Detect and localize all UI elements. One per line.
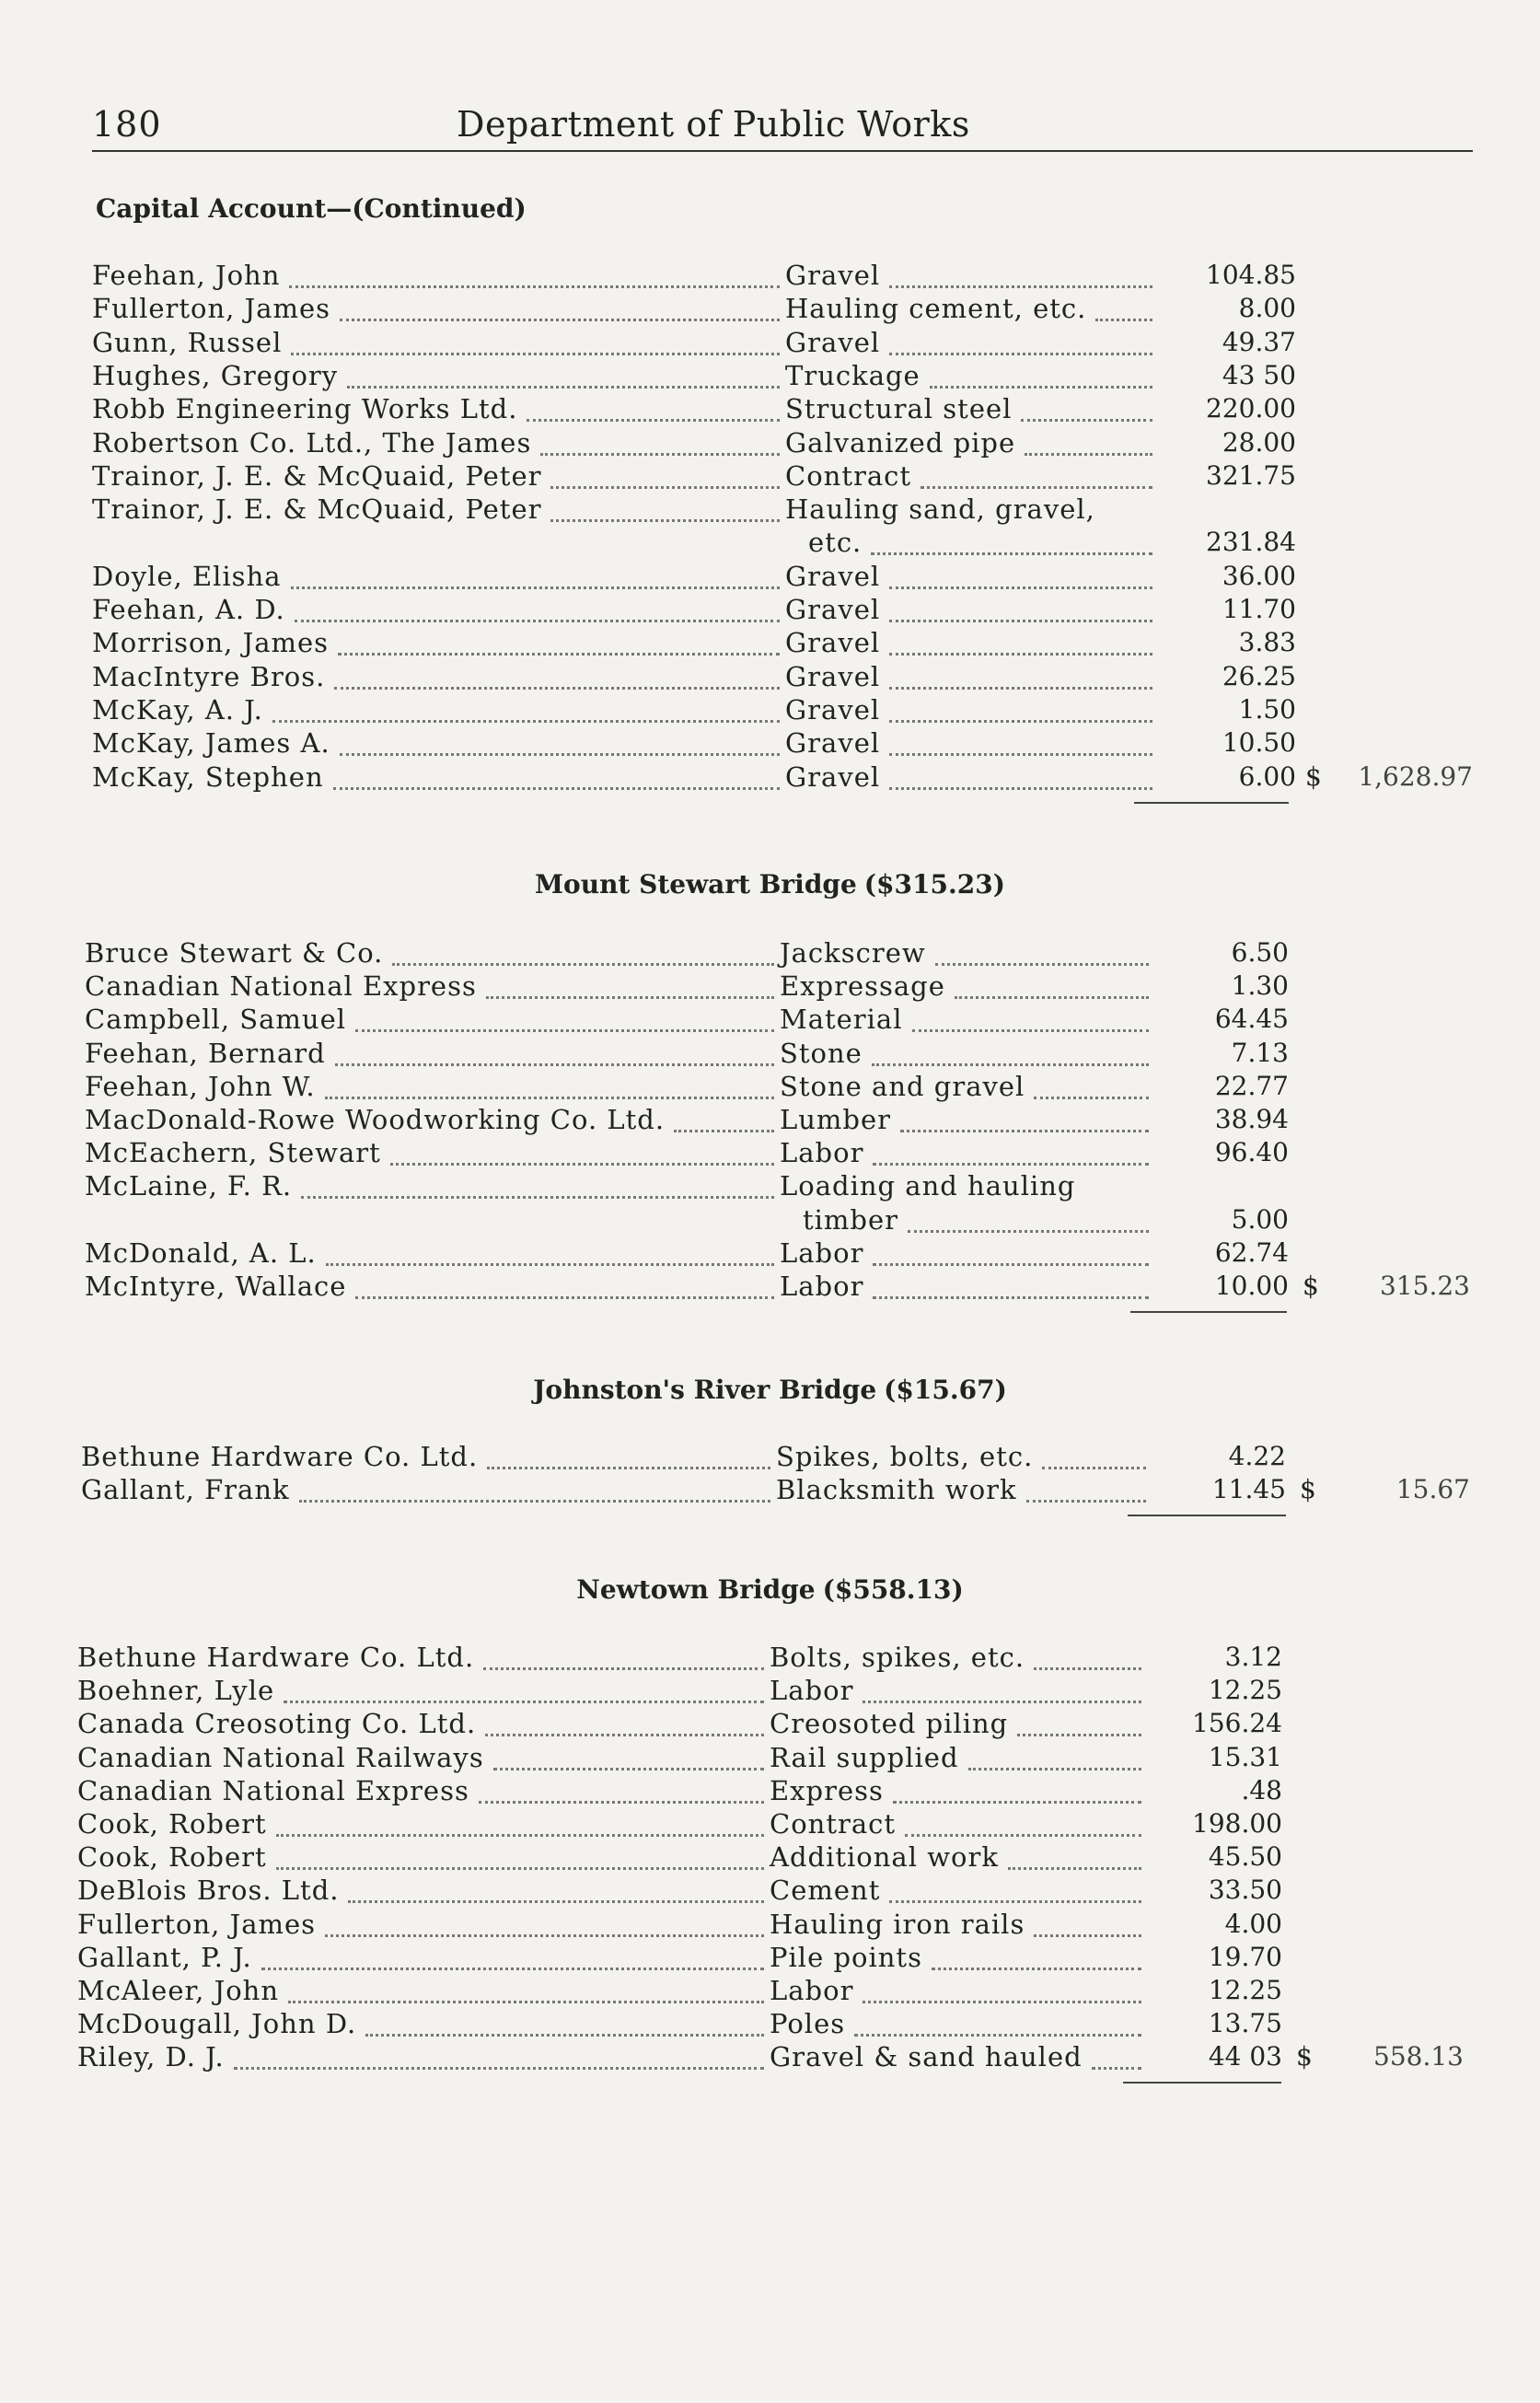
dot-leader xyxy=(1008,1836,1141,1870)
section-total: 315.23 xyxy=(1380,1271,1470,1301)
dot-leader xyxy=(912,998,1149,1032)
item-amount: 15.31 xyxy=(1208,1741,1282,1772)
item-description: Structural steel xyxy=(785,393,1013,425)
item-description: Blacksmith work xyxy=(776,1474,1017,1506)
header-rule xyxy=(92,150,1473,152)
dot-leader xyxy=(325,1903,764,1937)
dot-leader xyxy=(487,1435,770,1469)
dot-leader xyxy=(871,521,1152,555)
payee-name: Canada Creosoting Co. Ltd. xyxy=(77,1708,477,1740)
item-description: Gravel xyxy=(785,727,881,760)
payee-name: Riley, D. J. xyxy=(77,2041,225,2073)
item-description: Lumber xyxy=(780,1104,892,1135)
section-title-text: Newtown Bridge xyxy=(576,1574,816,1605)
item-description: Pile points xyxy=(770,1941,922,1973)
item-description: Express xyxy=(770,1774,884,1806)
section-title-text: Mount Stewart Bridge xyxy=(535,869,857,900)
section-total: 1,628.97 xyxy=(1358,760,1473,792)
dot-leader xyxy=(234,2036,764,2070)
payee-name: McAleer, John xyxy=(77,1975,280,2006)
ledger-row xyxy=(0,1675,1540,1708)
dot-leader xyxy=(276,1836,764,1870)
payee-name: MacIntyre Bros. xyxy=(92,660,326,692)
dot-leader xyxy=(1025,422,1152,456)
item-description: Labor xyxy=(780,1271,864,1302)
ledger-row xyxy=(0,1909,1540,1942)
payee-name: Hughes, Gregory xyxy=(92,359,339,391)
payee-name: Bruce Stewart & Co. xyxy=(85,937,384,969)
page-number: 180 xyxy=(92,104,162,145)
item-description: Additional work xyxy=(770,1841,999,1874)
ledger-row xyxy=(0,1975,1540,2008)
item-amount: 321.75 xyxy=(1206,459,1296,491)
item-description: Rail supplied xyxy=(770,1741,959,1773)
payee-name: McEachern, Stewart xyxy=(85,1137,381,1169)
section-title-text: Johnston's River Bridge xyxy=(533,1375,877,1405)
payee-name: Trainor, J. E. & McQuaid, Peter xyxy=(92,493,542,526)
payee-name: Feehan, John xyxy=(92,260,281,291)
item-amount: 45.50 xyxy=(1208,1841,1282,1873)
item-description: Labor xyxy=(770,1975,854,2006)
item-description: Labor xyxy=(770,1675,854,1707)
item-amount: 4.22 xyxy=(1228,1441,1286,1471)
section-title xyxy=(0,869,1540,900)
item-description: Gravel xyxy=(785,627,881,659)
item-amount: 8.00 xyxy=(1238,293,1296,324)
dot-leader xyxy=(863,1669,1141,1703)
payee-name: McKay, James A. xyxy=(92,727,330,760)
item-description: Gravel xyxy=(785,693,881,726)
payee-name: Morrison, James xyxy=(92,627,330,659)
item-amount: 6.50 xyxy=(1231,937,1289,968)
section-total: 15.67 xyxy=(1395,1474,1470,1505)
dot-leader xyxy=(968,1736,1141,1770)
item-description: Poles xyxy=(770,2008,846,2040)
dot-leader xyxy=(889,254,1152,288)
item-amount: 104.85 xyxy=(1206,260,1296,290)
item-description: Gravel xyxy=(785,260,881,291)
payee-name: Canadian National Express xyxy=(85,970,477,1003)
item-amount: 220.00 xyxy=(1206,393,1296,424)
item-amount: 156.24 xyxy=(1192,1708,1282,1739)
item-amount: 4.00 xyxy=(1224,1908,1282,1939)
item-description: Jackscrew xyxy=(780,937,926,969)
item-amount: 62.74 xyxy=(1214,1236,1289,1268)
total-rule xyxy=(1123,2082,1281,2084)
item-description: Spikes, bolts, etc. xyxy=(776,1441,1034,1472)
dollar-sign: $ xyxy=(1296,2041,1313,2072)
item-description: etc. xyxy=(808,527,863,559)
dot-leader xyxy=(889,656,1152,690)
section-title-amount: ($15.67) xyxy=(884,1375,1007,1405)
item-amount: 10.50 xyxy=(1222,727,1296,759)
dot-leader xyxy=(284,1669,764,1703)
item-description: Stone xyxy=(780,1037,863,1069)
payee-name: Bethune Hardware Co. Ltd. xyxy=(77,1642,475,1673)
ledger-row xyxy=(0,1474,1540,1507)
dot-leader xyxy=(365,2002,764,2037)
payee-name: Campbell, Samuel xyxy=(85,1004,347,1036)
payee-name: McDougall, John D. xyxy=(77,2008,357,2040)
dot-leader xyxy=(905,1803,1141,1837)
item-description: Labor xyxy=(780,1137,864,1169)
payee-name: Feehan, Bernard xyxy=(85,1037,326,1069)
item-description: Stone and gravel xyxy=(780,1070,1025,1102)
ledger-row xyxy=(0,1742,1540,1775)
item-description: Loading and hauling xyxy=(780,1170,1076,1202)
dot-leader xyxy=(291,321,780,355)
item-description: Hauling iron rails xyxy=(770,1908,1025,1940)
item-amount: 36.00 xyxy=(1222,560,1296,591)
item-description: Gravel xyxy=(785,760,881,793)
item-amount: 64.45 xyxy=(1214,1004,1289,1035)
dot-leader xyxy=(486,965,774,999)
dot-leader xyxy=(1034,1903,1141,1937)
section-title xyxy=(0,1574,1540,1605)
item-amount: 12.25 xyxy=(1208,1675,1282,1706)
dot-leader xyxy=(921,455,1152,489)
item-description: Gravel xyxy=(785,560,881,592)
payee-name: Fullerton, James xyxy=(77,1908,317,1940)
dot-leader xyxy=(889,1869,1141,1903)
ledger-row xyxy=(0,1841,1540,1875)
dot-leader xyxy=(392,932,774,966)
page-header xyxy=(92,97,1473,152)
dot-leader xyxy=(326,1232,774,1266)
dot-leader xyxy=(299,1468,770,1503)
item-description: Truckage xyxy=(785,359,921,391)
dot-leader xyxy=(347,354,780,389)
item-amount: 96.40 xyxy=(1214,1137,1289,1168)
dot-leader xyxy=(291,555,780,589)
dot-leader xyxy=(483,1636,764,1670)
section-title xyxy=(0,1375,1540,1405)
dot-leader xyxy=(873,1132,1149,1166)
item-amount: 198.00 xyxy=(1192,1808,1282,1839)
item-description: Creosoted piling xyxy=(770,1708,1009,1740)
ledger-row xyxy=(0,2041,1540,2074)
payee-name: McIntyre, Wallace xyxy=(85,1271,347,1302)
dot-leader xyxy=(930,354,1152,389)
item-description: Expressage xyxy=(780,970,945,1003)
dot-leader xyxy=(540,422,780,456)
total-rule xyxy=(1130,1311,1287,1313)
dot-leader xyxy=(261,1936,764,1970)
dot-leader xyxy=(355,998,774,1032)
ledger-row xyxy=(0,1642,1540,1675)
ledger-row xyxy=(0,1271,1540,1304)
payee-name: Cook, Robert xyxy=(77,1808,267,1840)
dot-leader xyxy=(1095,287,1152,321)
dot-leader xyxy=(272,689,780,723)
dot-leader xyxy=(390,1132,774,1166)
dot-leader xyxy=(301,1165,774,1199)
payee-name: Fullerton, James xyxy=(92,293,331,325)
dot-leader xyxy=(333,756,780,790)
dot-leader xyxy=(873,1265,1149,1299)
dot-leader xyxy=(295,588,780,622)
dot-leader xyxy=(479,1770,764,1804)
dot-leader xyxy=(955,965,1149,999)
dot-leader xyxy=(889,321,1152,355)
ledger-row xyxy=(0,493,1540,527)
item-amount: 49.37 xyxy=(1222,326,1296,357)
payee-name: Canadian National Express xyxy=(77,1774,469,1806)
dot-leader xyxy=(893,1770,1141,1804)
item-amount: 22.77 xyxy=(1214,1070,1289,1101)
item-amount: 11.70 xyxy=(1222,594,1296,624)
dot-leader xyxy=(550,488,780,522)
dot-leader xyxy=(863,1969,1141,2003)
dot-leader xyxy=(932,1936,1141,1970)
item-description: timber xyxy=(803,1203,899,1236)
dot-leader xyxy=(935,932,1149,966)
ledger-row xyxy=(0,1942,1540,1975)
dot-leader xyxy=(1034,1636,1141,1670)
item-description: Hauling sand, gravel, xyxy=(785,493,1095,526)
item-amount: 1.50 xyxy=(1238,693,1296,725)
payee-name: Feehan, A. D. xyxy=(92,594,285,625)
dot-leader xyxy=(348,1869,764,1903)
item-description: Hauling cement, etc. xyxy=(785,293,1087,325)
dot-leader xyxy=(288,1969,764,2003)
ledger-row xyxy=(0,761,1540,795)
dot-leader xyxy=(872,1032,1149,1066)
ledger-row xyxy=(0,1875,1540,1908)
item-amount: 1.30 xyxy=(1231,970,1289,1002)
dollar-sign: $ xyxy=(1300,1474,1316,1505)
ledger-row xyxy=(0,2008,1540,2041)
payee-name: Trainor, J. E. & McQuaid, Peter xyxy=(92,459,542,492)
total-rule xyxy=(1134,802,1289,804)
dot-leader xyxy=(550,455,780,489)
dot-leader xyxy=(889,555,1152,589)
dot-leader xyxy=(1017,1702,1141,1736)
item-amount: 26.25 xyxy=(1222,660,1296,691)
item-amount: 13.75 xyxy=(1208,2008,1282,2039)
dot-leader xyxy=(889,689,1152,723)
payee-name: DeBlois Bros. Ltd. xyxy=(77,1875,340,1907)
dot-leader xyxy=(908,1199,1149,1233)
dollar-sign: $ xyxy=(1303,1271,1319,1301)
dot-leader xyxy=(334,656,780,690)
dollar-sign: $ xyxy=(1305,760,1322,792)
dot-leader xyxy=(1021,388,1152,422)
total-rule xyxy=(1128,1515,1286,1516)
dot-leader xyxy=(1092,2036,1141,2070)
payee-name: MacDonald-Rowe Woodworking Co. Ltd. xyxy=(85,1104,666,1135)
ledger-row xyxy=(0,1170,1540,1203)
item-amount: 3.83 xyxy=(1238,627,1296,658)
payee-name: McLaine, F. R. xyxy=(85,1170,293,1202)
dot-leader xyxy=(1034,1065,1149,1099)
ledger-row xyxy=(0,1708,1540,1741)
section-title-amount: ($558.13) xyxy=(822,1574,964,1605)
item-amount: 44 03 xyxy=(1208,2041,1282,2072)
dot-leader xyxy=(889,756,1152,790)
item-description: Contract xyxy=(785,459,912,492)
item-description: Contract xyxy=(770,1808,897,1840)
payee-name: Gallant, P. J. xyxy=(77,1941,252,1973)
dot-leader xyxy=(1042,1435,1146,1469)
item-description: Material xyxy=(780,1004,903,1036)
payee-name: McDonald, A. L. xyxy=(85,1236,317,1269)
dot-leader xyxy=(900,1098,1149,1132)
dot-leader xyxy=(527,388,780,422)
item-amount: 11.45 xyxy=(1211,1474,1286,1505)
dot-leader xyxy=(854,2002,1141,2037)
item-description: Galvanized pipe xyxy=(785,426,1016,459)
item-amount: 19.70 xyxy=(1208,1941,1282,1972)
item-description: Gravel xyxy=(785,594,881,625)
item-description: Gravel xyxy=(785,326,881,358)
capital-account-heading: Capital Account—(Continued) xyxy=(96,193,527,224)
dot-leader xyxy=(340,287,780,321)
running-title: Department of Public Works xyxy=(457,104,970,145)
payee-name: Robertson Co. Ltd., The James xyxy=(92,426,532,459)
item-amount: 5.00 xyxy=(1231,1203,1289,1235)
item-amount: 7.13 xyxy=(1231,1037,1289,1068)
dot-leader xyxy=(485,1702,764,1736)
payee-name: Bethune Hardware Co. Ltd. xyxy=(81,1441,479,1472)
item-description: Gravel xyxy=(785,660,881,692)
dot-leader xyxy=(325,1065,774,1099)
payee-name: Feehan, John W. xyxy=(85,1070,316,1102)
ledger-row xyxy=(0,1775,1540,1808)
dot-leader xyxy=(340,722,780,756)
section-total: 558.13 xyxy=(1373,2041,1464,2072)
item-description: Labor xyxy=(780,1236,864,1269)
payee-name: Gunn, Russel xyxy=(92,326,283,358)
payee-name: Gallant, Frank xyxy=(81,1474,290,1506)
payee-name: Cook, Robert xyxy=(77,1841,267,1874)
item-amount: .48 xyxy=(1241,1774,1282,1805)
item-amount: 3.12 xyxy=(1224,1642,1282,1672)
item-description: Cement xyxy=(770,1875,881,1907)
item-amount: 43 50 xyxy=(1222,359,1296,390)
dot-leader xyxy=(335,1032,774,1066)
item-amount: 12.25 xyxy=(1208,1975,1282,2005)
item-amount: 231.84 xyxy=(1206,527,1296,558)
dot-leader xyxy=(338,621,780,656)
dot-leader xyxy=(355,1265,774,1299)
ledger-row xyxy=(0,1808,1540,1841)
dot-leader xyxy=(873,1232,1149,1266)
dot-leader xyxy=(889,722,1152,756)
item-amount: 38.94 xyxy=(1214,1104,1289,1134)
item-description: Gravel & sand hauled xyxy=(770,2041,1083,2073)
section-title-amount: ($315.23) xyxy=(863,869,1005,900)
dot-leader xyxy=(289,254,780,288)
dot-leader xyxy=(493,1736,764,1770)
dot-leader xyxy=(889,588,1152,622)
payee-name: Boehner, Lyle xyxy=(77,1675,275,1707)
dot-leader xyxy=(674,1098,774,1132)
dot-leader xyxy=(1026,1468,1146,1503)
dot-leader xyxy=(889,621,1152,656)
item-amount: 33.50 xyxy=(1208,1875,1282,1906)
payee-name: McKay, Stephen xyxy=(92,760,324,793)
payee-name: Robb Engineering Works Ltd. xyxy=(92,393,518,425)
dot-leader xyxy=(276,1803,764,1837)
payee-name: Doyle, Elisha xyxy=(92,560,282,592)
payee-name: Canadian National Railways xyxy=(77,1741,484,1773)
item-amount: 10.00 xyxy=(1214,1271,1289,1301)
payee-name: McKay, A. J. xyxy=(92,693,263,726)
item-description: Bolts, spikes, etc. xyxy=(770,1642,1025,1673)
item-amount: 28.00 xyxy=(1222,426,1296,458)
item-amount: 6.00 xyxy=(1238,760,1296,792)
